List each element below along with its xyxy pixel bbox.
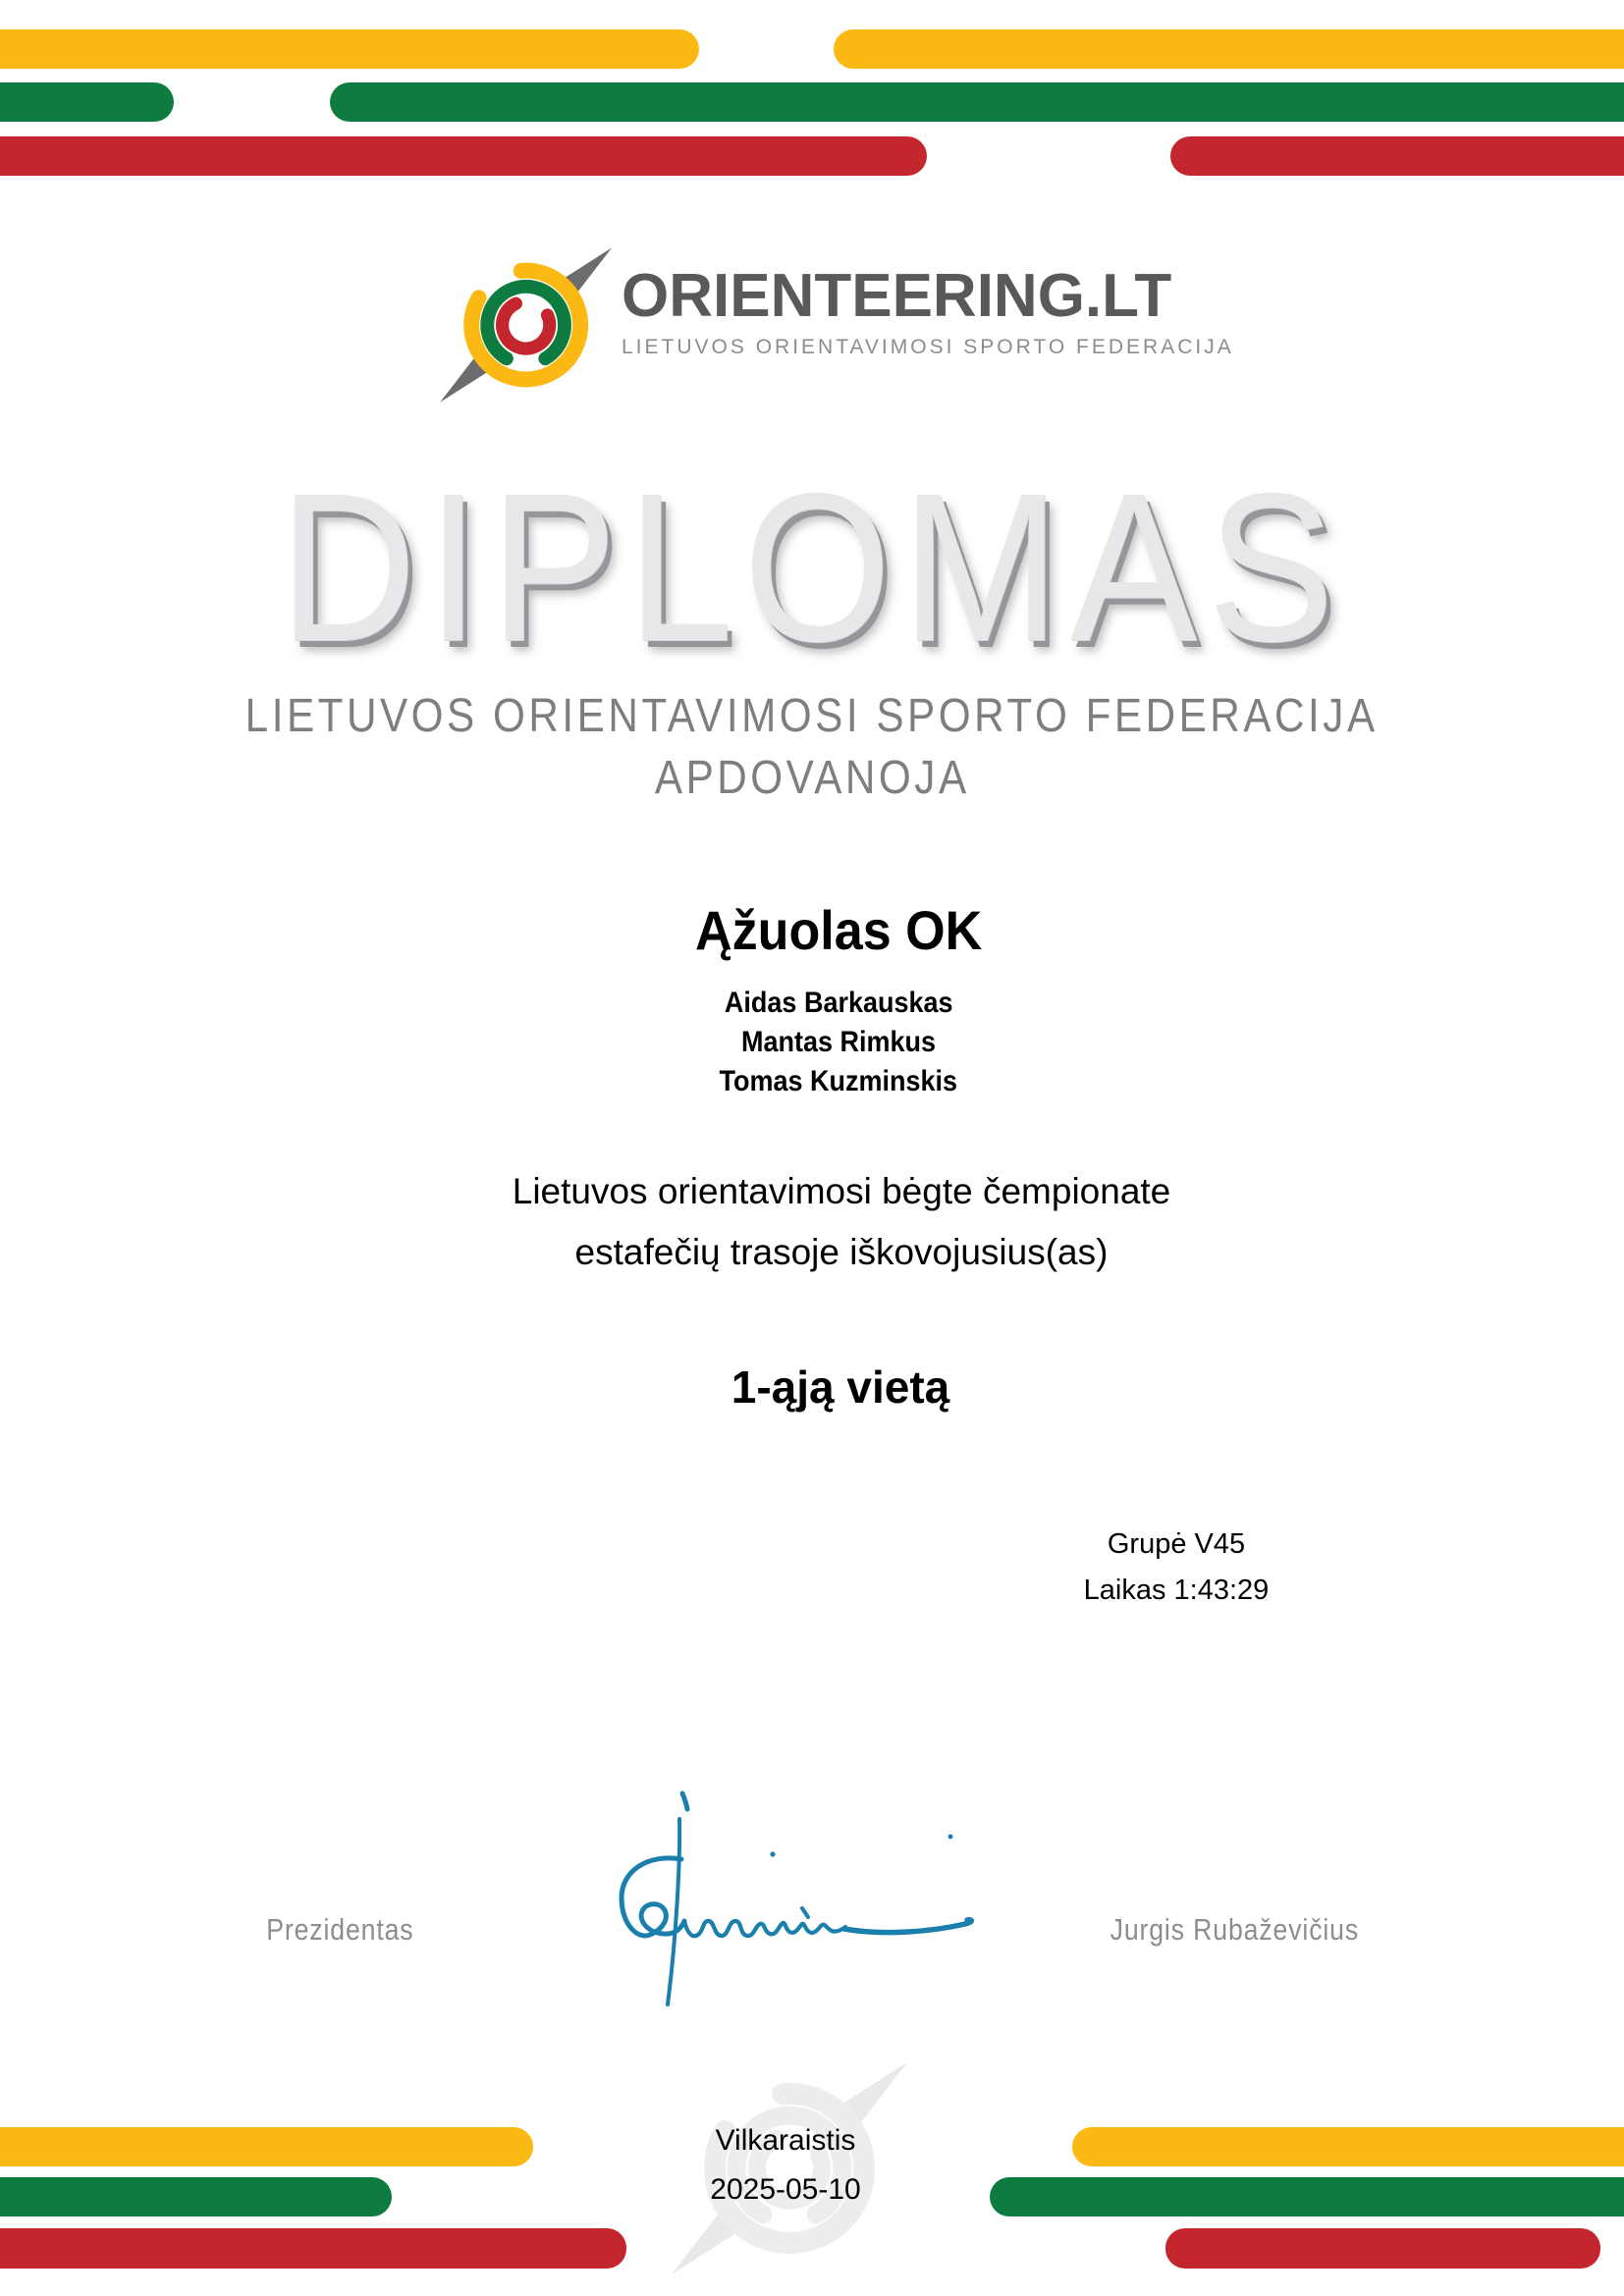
- team-name: Ąžuolas OK: [694, 899, 983, 961]
- bottom-stripe-yellow-right: [1072, 2127, 1624, 2166]
- bottom-stripe-yellow-left: [0, 2127, 533, 2166]
- awards-heading-line: APDOVANOJA: [654, 752, 970, 804]
- president-label: Prezidentas: [265, 1912, 414, 1947]
- bottom-stripe-green-left: [0, 2177, 392, 2216]
- event-date: 2025-05-10: [710, 2173, 861, 2206]
- president-name-label: Jurgis Rubaževičius: [1110, 1912, 1359, 1947]
- logo-title: ORIENTEERING.LT: [622, 262, 1172, 330]
- award-group: Grupė V45: [1107, 1528, 1246, 1560]
- award-time: Laikas 1:43:29: [1083, 1575, 1270, 1606]
- team-member: Aidas Barkauskas: [724, 987, 953, 1019]
- signature-image: [589, 1777, 1001, 2022]
- compass-icon: [437, 243, 623, 415]
- event-location: Vilkaraistis: [715, 2124, 856, 2157]
- top-stripe-green-left: [0, 82, 174, 122]
- award-place: 1-ąją vietą: [731, 1362, 950, 1413]
- bottom-stripe-green-right: [990, 2177, 1624, 2216]
- top-stripe-red-left: [0, 136, 927, 176]
- award-description-line2: estafečių trasoje iškovojusius(as): [574, 1232, 1109, 1272]
- team-member: Tomas Kuzminskis: [719, 1065, 958, 1097]
- team-member: Mantas Rimkus: [740, 1026, 937, 1058]
- team-members-list: [0, 984, 1624, 1101]
- bottom-stripe-red-left: [0, 2228, 626, 2269]
- diploma-title: DIPLOMAS: [279, 449, 1345, 685]
- top-stripe-green-right: [330, 82, 1624, 122]
- top-stripe-red-right: [1170, 136, 1624, 176]
- bottom-stripe-red-right: [1165, 2228, 1600, 2269]
- federation-heading-line: LIETUVOS ORIENTAVIMOSI SPORTO FEDERACIJA: [245, 690, 1379, 742]
- federation-logo-text: [622, 263, 1234, 359]
- award-description-line1: Lietuvos orientavimosi bėgte čempionate: [512, 1171, 1171, 1211]
- top-stripe-yellow-left: [0, 29, 699, 69]
- top-stripe-yellow-right: [834, 29, 1624, 69]
- logo-subtitle: LIETUVOS ORIENTAVIMOSI SPORTO FEDERACIJA: [622, 336, 1234, 359]
- award-description: [0, 1161, 1624, 1283]
